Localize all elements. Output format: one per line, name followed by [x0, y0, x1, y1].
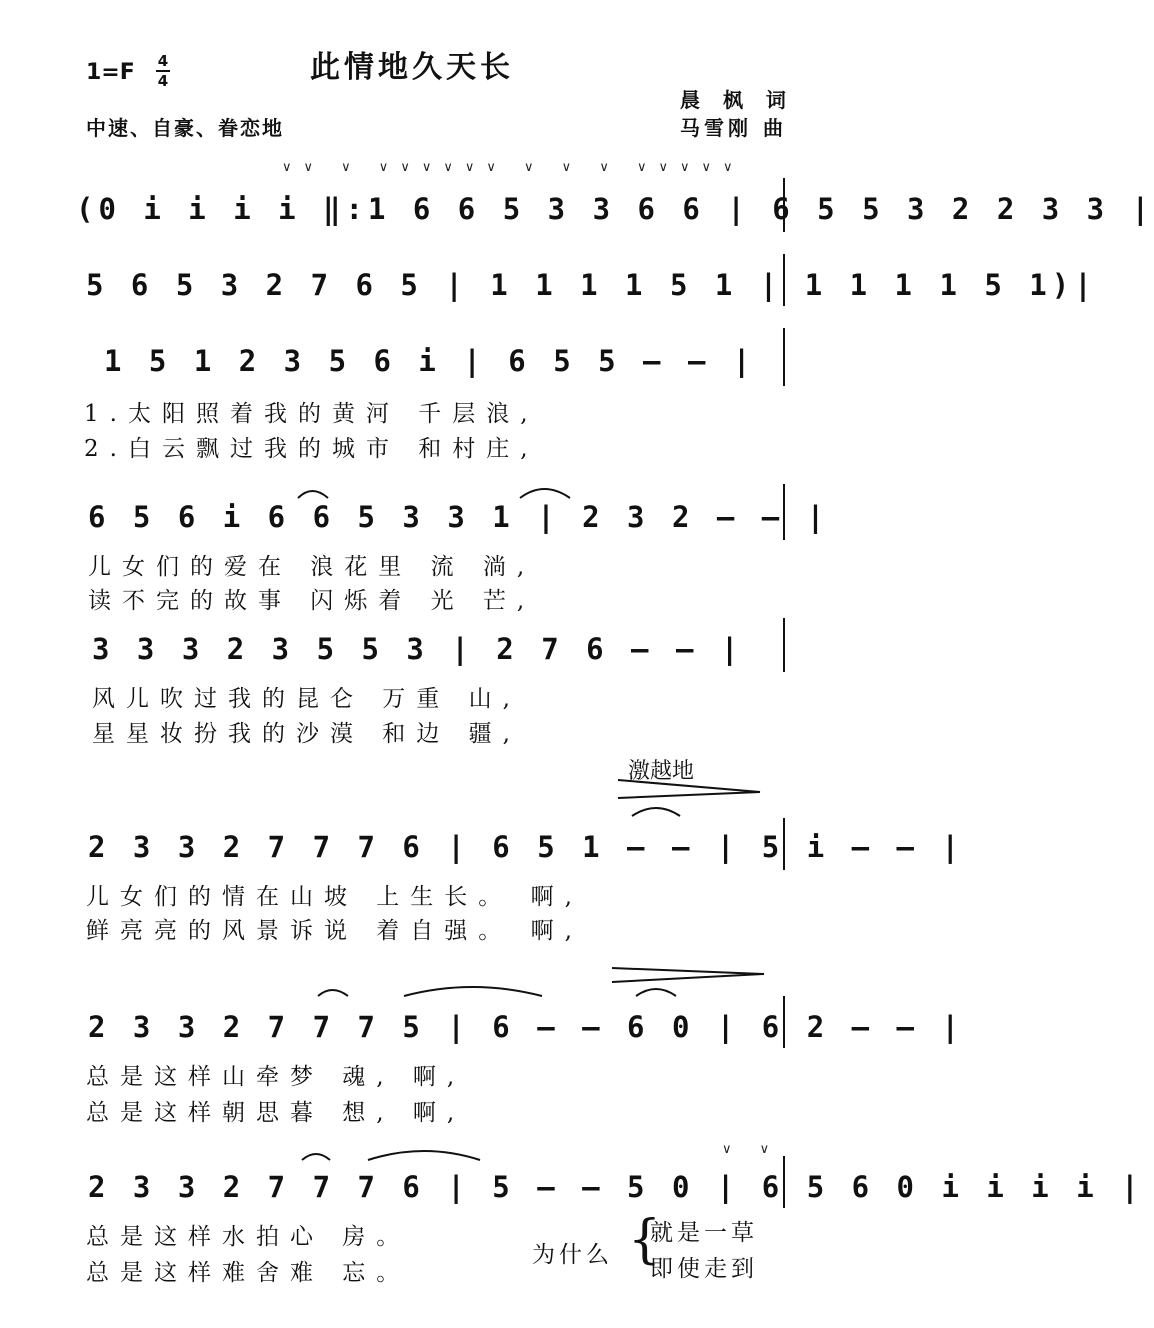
composer-credit: 马雪刚 曲 — [680, 116, 787, 140]
lyric-verse-2: 2.白云飘过我的城市 和村庄, — [84, 436, 539, 462]
brace: { — [628, 1210, 662, 1270]
score-line-1: (0 i i i i ‖:1 6 6 5 3 3 6 6 | 6 5 5 3 2 2 3 3 | — [76, 192, 1154, 226]
lyric-verse-1: 总是这样水拍心 房。 — [86, 1224, 411, 1250]
key-signature: 1=F — [86, 60, 135, 85]
lyric-verse-2: 总是这样难舍难 忘。 — [86, 1260, 411, 1286]
score-line-8: 2 3 3 2 7 7 7 6 | 5 — — 5 0 | 6 5 6 0 i i i i | — [88, 1170, 1144, 1204]
score-line-7: 2 3 3 2 7 7 7 5 | 6 — — 6 0 | 6 2 — — | — [88, 1010, 964, 1044]
score-line-3: 1 5 1 2 3 5 6 i | 6 5 5 — — | — [104, 344, 756, 378]
brace-line-1: 就是一草 — [650, 1220, 758, 1246]
score-line-4: 6 5 6 i 6 6 5 3 3 1 | 2 3 2 — — | — [88, 500, 830, 534]
lyric-verse-1: 儿女们的情在山坡 上生长。 啊, — [86, 884, 583, 910]
meter-bottom: 4 — [157, 72, 169, 90]
score-line-6: 2 3 3 2 7 7 7 6 | 6 5 1 — — | 5 i — — | — [88, 830, 964, 864]
breath-marks: ∨∨ ∨ ∨∨∨∨∨∨ ∨ ∨ ∨ ∨∨∨∨∨ — [282, 160, 745, 175]
tempo-marking: 中速、自豪、眷恋地 — [86, 116, 284, 140]
lyric-verse-1: 总是这样山牵梦 魂, 啊, — [86, 1064, 466, 1090]
lyric-verse-1: 儿女们的爱在 浪花里 流 淌, — [88, 554, 536, 580]
page-title: 此情地久天长 — [310, 50, 514, 85]
meter-top: 4 — [157, 52, 169, 70]
expression-marking: 激越地 — [628, 759, 695, 784]
lyric-verse-1: 风儿吹过我的昆仑 万重 山, — [92, 686, 521, 712]
lyric-verse-2: 总是这样朝思暮 想, 啊, — [86, 1100, 466, 1126]
score-line-5: 3 3 3 2 3 5 5 3 | 2 7 6 — — | — [92, 632, 744, 666]
aside-phrase: 为什么 — [532, 1242, 613, 1268]
breath-marks: ∨ ∨ — [722, 1142, 782, 1157]
lyric-verse-2: 星星妆扮我的沙漠 和边 疆, — [92, 721, 521, 747]
lyric-verse-1: 1.太阳照着我的黄河 千层浪, — [84, 401, 539, 427]
lyric-verse-2: 读不完的故事 闪烁着 光 芒, — [88, 588, 536, 614]
score-line-2: 5 6 5 3 2 7 6 5 | 1 1 1 1 5 1 | 1 1 1 1 5 1)| — [86, 268, 1097, 302]
lyric-verse-2: 鲜亮亮的风景诉说 着自强。 啊, — [86, 918, 583, 944]
brace-line-2: 即使走到 — [650, 1256, 758, 1282]
lyricist-credit: 晨 枫 词 — [680, 88, 794, 112]
